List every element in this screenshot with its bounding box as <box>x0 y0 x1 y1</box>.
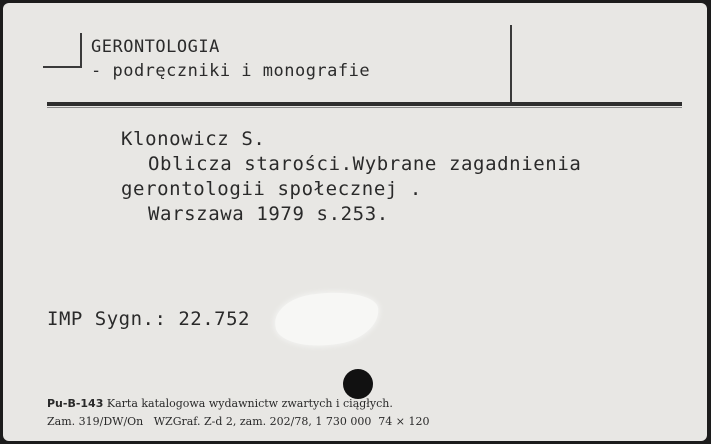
footer-form-code: Pu-B-143 <box>47 397 104 410</box>
subject-subheading: - podręczniki i monografie <box>91 61 371 81</box>
entry-title-line-2: gerontologii społecznej . <box>121 178 422 200</box>
header-divider <box>510 25 512 103</box>
catalog-card <box>3 3 707 441</box>
footer-line-1 <box>47 397 393 410</box>
punch-hole <box>343 369 373 399</box>
entry-imprint: Warszawa 1979 s.253. <box>148 203 389 225</box>
entry-title-line-1: Oblicza starości.Wybrane zagadnienia <box>148 153 582 175</box>
corner-mark-horizontal <box>43 66 82 68</box>
entry-author: Klonowicz S. <box>121 128 266 150</box>
footer-form-title: Karta katalogowa wydawnictw zwartych i ciągłych. <box>103 397 393 410</box>
corner-mark <box>80 33 82 67</box>
erased-patch <box>273 288 382 351</box>
footer-line-2: Zam. 319/DW/On WZGraf. Z-d 2, zam. 202/78, 1 730 000 74 × 120 <box>47 415 430 428</box>
subject-heading: GERONTOLOGIA <box>91 37 220 57</box>
shelf-signature: IMP Sygn.: 22.752 <box>47 308 250 330</box>
header-rule-shadow <box>47 107 682 108</box>
header-rule <box>47 102 682 106</box>
